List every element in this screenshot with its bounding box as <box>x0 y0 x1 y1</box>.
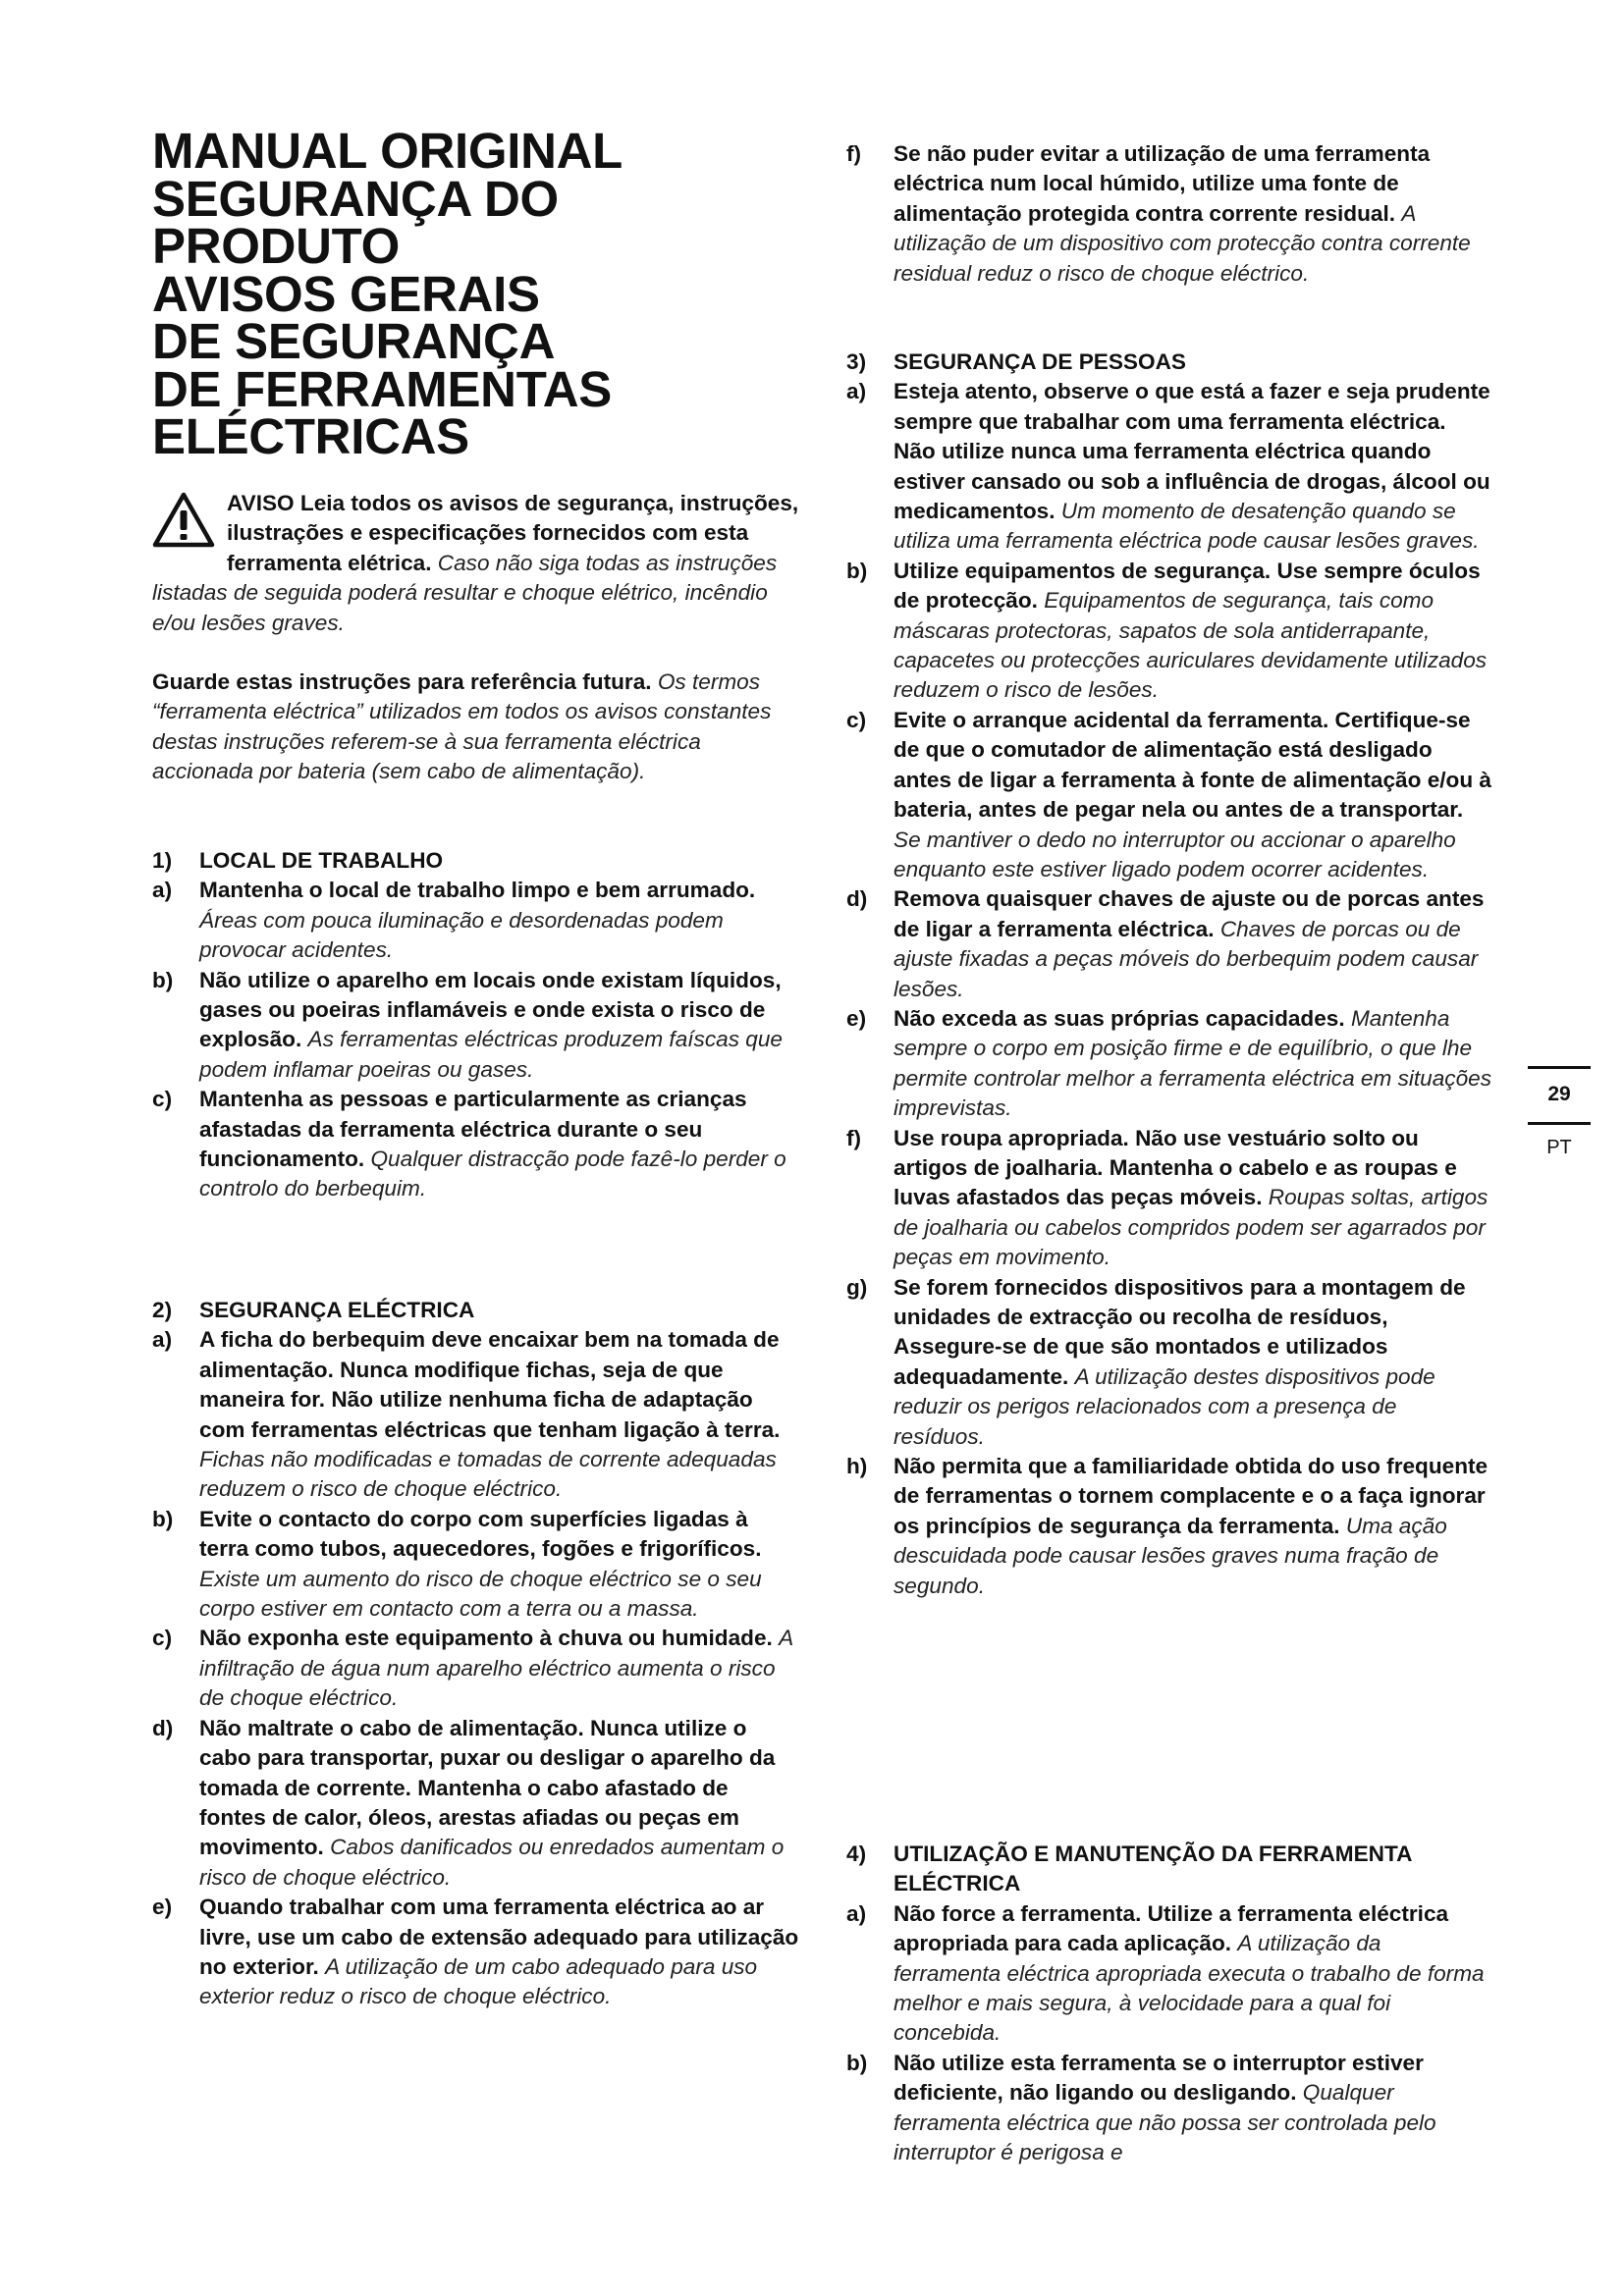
title-line: ELÉCTRICAS <box>152 408 469 464</box>
section-heading: 1) LOCAL DE TRABALHO <box>152 848 444 873</box>
list-item: f) Se não puder evitar a utilização de uma ferramenta eléctrica num local húmido, utilize uma fonte de alimentação protegida contra corrente residual. A utilização de um dispositivo com protecção contra corrente residual reduz o risco de choque eléctrico. <box>846 141 1471 286</box>
language-code: PT <box>1546 1137 1572 1158</box>
keep-instructions <box>152 667 800 787</box>
list-item: b) Evite o contacto do corpo com superfícies ligadas à terra como tubos, aquecedores, fogões e frigoríficos. Existe um aumento do risco de choque eléctrico se o seu corpo estiver em contacto com a terra ou a massa. <box>152 1506 762 1622</box>
title-line: DE SEGURANÇA <box>152 313 556 369</box>
title-line: SEGURANÇA DO <box>152 170 559 227</box>
keep-italic-text: Os termos “ferramenta eléctrica” utilizados em todos os avisos constantes destas instruções referem-se à sua ferramenta eléctrica accionada por bateria (sem cabo de alimentação). <box>152 669 772 784</box>
list-item: a) Mantenha o local de trabalho limpo e bem arrumado. Áreas com pouca iluminação e desordenadas podem provocar acidentes. <box>152 878 756 963</box>
title-line: PRODUTO <box>152 218 400 274</box>
section-personal-safety <box>846 347 1492 1601</box>
list-item: a) A ficha do berbequim deve encaixar bem na tomada de alimentação. Nunca modifique fichas, seja de que maneira for. Não utilize nenhuma ficha de adaptação com ferramentas eléctricas que tenham ligação à terra. Fichas não modificadas e tomadas de corrente adequadas reduzem o risco de choque eléctrico. <box>152 1327 781 1502</box>
section-electrical-safety-continued <box>846 139 1492 289</box>
page-number: 29 <box>1547 1083 1571 1105</box>
warning-italic-text: Caso não siga todas as instruções listadas de seguida poderá resultar e choque elétrico, incêndio e/ou lesões graves. <box>152 550 778 635</box>
list-item: f) Use roupa apropriada. Não use vestuário solto ou artigos de joalharia. Mantenha o cabelo e as roupas e luvas afastados das peças móveis. Roupas soltas, artigos de joalharia ou cabelos compridos podem ser agarrados por peças em movimento. <box>846 1125 1489 1270</box>
section-work-area <box>152 846 800 1204</box>
page-title <box>152 123 623 464</box>
title-line: MANUAL ORIGINAL <box>152 123 623 179</box>
list-item: b) Não utilize esta ferramenta se o interruptor estiver deficiente, não ligando ou desligando. Qualquer ferramenta eléctrica que não possa ser controlada pelo interruptor é perigosa e <box>846 2050 1436 2165</box>
list-item: b) Utilize equipamentos de segurança. Use sempre óculos de protecção. Equipamentos de segurança, tais como máscaras protectoras, sapatos de sola antiderrapante, capacetes ou protecções auriculares devidamente utilizados reduzem o risco de lesões. <box>846 558 1488 703</box>
title-line: DE FERRAMENTAS <box>152 360 613 417</box>
list-item: h) Não permita que a familiaridade obtida do uso frequente de ferramentas o tornem complacente e o a faça ignorar os princípios de segurança da ferramenta. Uma ação descuidada pode causar lesões graves numa fração de segundo. <box>846 1454 1489 1598</box>
list-item: c) Evite o arranque acidental da ferramenta. Certifique-se de que o comutador de alimentação está desligado antes de ligar a ferramenta à fonte de alimentação e/ou à bateria, antes de pegar nela ou antes de a transportar. Se mantiver o dedo no interruptor ou accionar o aparelho enquanto este estiver ligado podem ocorrer acidentes. <box>846 707 1491 881</box>
page-side-tab <box>1528 1066 1591 1159</box>
list-item: c) Mantenha as pessoas e particularmente as crianças afastadas da ferramenta eléctrica durante o seu funcionamento. Qualquer distracção pode fazê-lo perder o controlo do berbequim. <box>152 1087 786 1201</box>
list-item: a) Não force a ferramenta. Utilize a ferramenta eléctrica apropriada para cada aplicação. A utilização da ferramenta eléctrica apropriada executa o trabalho de forma melhor e mais segura, à velocidade para a qual foi concebida. <box>846 1900 1485 2046</box>
list-item: e) Quando trabalhar com uma ferramenta eléctrica ao ar livre, use um cabo de extensão adequado para utilização no exterior. A utilização de um cabo adequado para uso exterior reduz o risco de choque eléctrico. <box>152 1895 799 2009</box>
keep-bold-text: Guarde estas instruções para referência futura. <box>152 669 652 694</box>
section-electrical-safety <box>152 1296 800 2012</box>
list-item: d) Não maltrate o cabo de alimentação. Nunca utilize o cabo para transportar, puxar ou desligar o aparelho da tomada de corrente. Mantenha o cabo afastado de fontes de calor, óleos, arestas afiadas ou peças em movimento. Cabos danificados ou enredados aumentam o risco de choque eléctrico. <box>152 1715 785 1890</box>
list-item: a) Esteja atento, observe o que está a fazer e seja prudente sempre que trabalhar com uma ferramenta eléctrica. Não utilize nunca uma ferramenta eléctrica quando estiver cansado ou sob a influência de drogas, álcool ou medicamentos. Um momento de desatenção quando se utiliza uma ferramenta eléctrica pode causar lesões graves. <box>846 379 1490 554</box>
list-item: e) Não exceda as suas próprias capacidades. Mantenha sempre o corpo em posição firme e de equilíbrio, o que lhe permite controlar melhor a ferramenta eléctrica em situações imprevistas. <box>846 1005 1492 1121</box>
section-heading: 4) UTILIZAÇÃO E MANUTENÇÃO DA FERRAMENTA ELÉCTRICA <box>846 1842 1412 1896</box>
warning-bold-text: AVISO Leia todos os avisos de segurança, instruções, ilustrações e especificações fornecidos com esta ferramenta elétrica. <box>227 491 799 575</box>
warning-triangle-icon <box>152 491 215 550</box>
section-heading: 3) SEGURANÇA DE PESSOAS <box>846 349 1186 374</box>
section-tool-use <box>846 1840 1492 2167</box>
title-line: AVISOS GERAIS <box>152 265 540 322</box>
list-item: g) Se forem fornecidos dispositivos para a montagem de unidades de extracção ou recolha de resíduos, Assegure-se de que são montados e utilizados adequadamente. A utilização destes dispositivos pode reduzir os perigos relacionados com a presença de resíduos. <box>846 1274 1466 1449</box>
list-item: b) Não utilize o aparelho em locais onde existam líquidos, gases ou poeiras inflamáveis e onde exista o risco de explosão. As ferramentas eléctricas produzem faíscas que podem inflamar poeiras ou gases. <box>152 967 783 1082</box>
section-heading: 2) SEGURANÇA ELÉCTRICA <box>152 1298 475 1322</box>
warning-notice <box>152 489 800 638</box>
list-item: c) Não exponha este equipamento à chuva ou humidade. A infiltração de água num aparelho eléctrico aumenta o risco de choque eléctrico. <box>152 1626 793 1711</box>
list-item: d) Remova quaisquer chaves de ajuste ou de porcas antes de ligar a ferramenta eléctrica. Chaves de porcas ou de ajuste fixadas a peças móveis do berbequim podem causar lesões. <box>846 886 1485 1001</box>
